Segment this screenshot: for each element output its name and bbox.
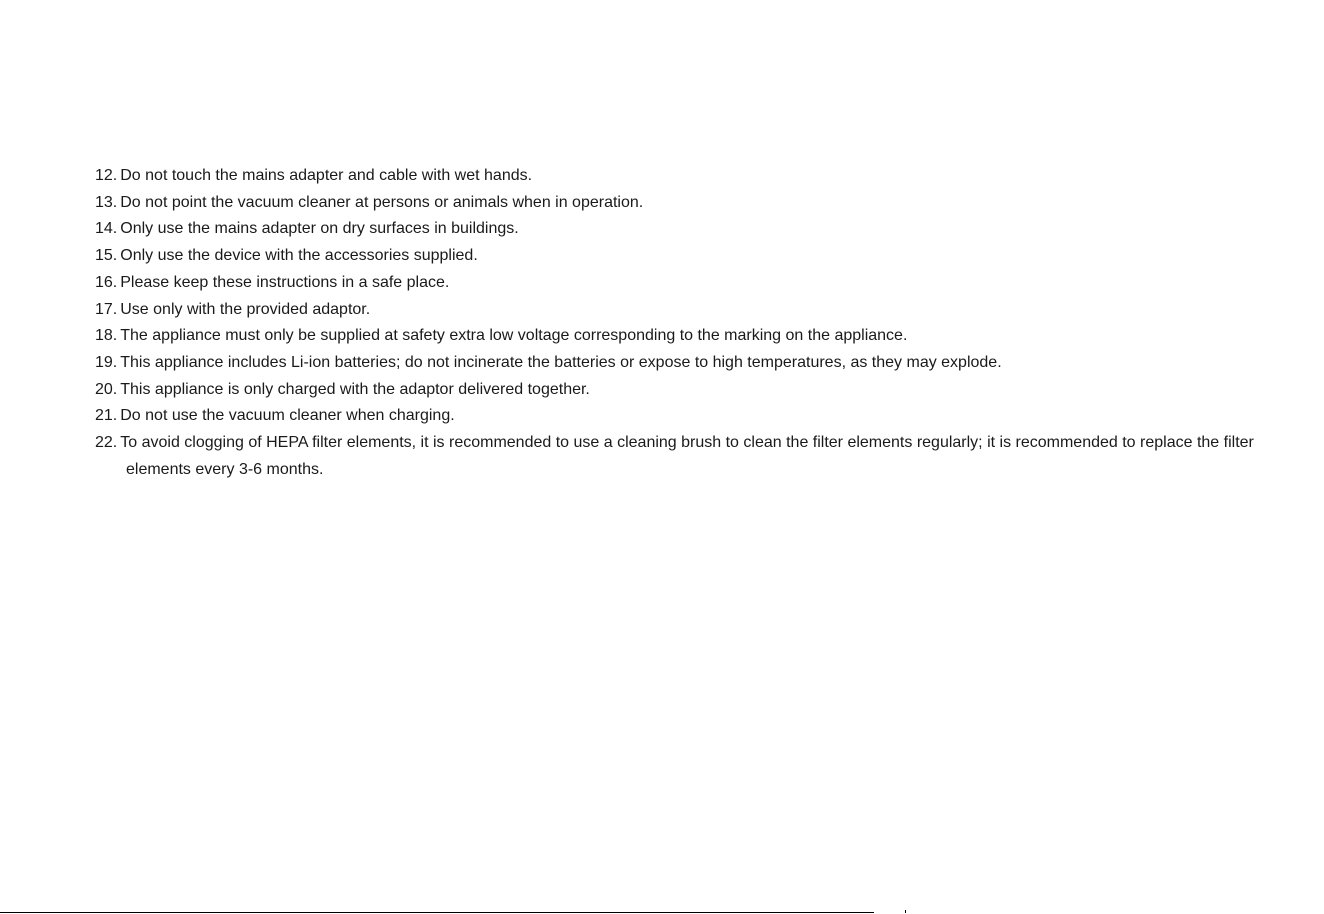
instruction-number: 17. (95, 300, 118, 318)
instruction-item-13 (95, 190, 1275, 217)
instruction-number: 18. (95, 327, 118, 345)
instruction-item-14 (95, 216, 1275, 243)
instruction-item-19 (95, 350, 1275, 377)
instruction-number: 12. (95, 167, 118, 184)
instruction-number: 21. (95, 407, 118, 425)
footer-rule (0, 912, 874, 913)
instruction-text: Only use the device with the accessories supplied. (120, 247, 478, 265)
instruction-item-22 (95, 430, 1275, 483)
instruction-number: 13. (95, 193, 118, 211)
instruction-text: Use only with the provided adaptor. (120, 300, 371, 318)
instruction-text: Do not touch the mains adapter and cable with wet hands. (120, 167, 533, 184)
instruction-text: To avoid clogging of HEPA filter elements, it is recommended to use a cleaning brush to clean the filter elements regularly; it is recommended to replace the filter elements every 3-6 months. (120, 434, 1254, 478)
instruction-text: The appliance must only be supplied at safety extra low voltage corresponding to the marking on the appliance. (120, 327, 908, 345)
instruction-text: Do not use the vacuum cleaner when charging. (120, 407, 455, 425)
instruction-number: 15. (95, 247, 118, 265)
instruction-number: 16. (95, 273, 118, 291)
instruction-item-18 (95, 323, 1275, 350)
instruction-text: Only use the mains adapter on dry surfaces in buildings. (120, 220, 519, 238)
instruction-text: This appliance is only charged with the adaptor delivered together. (120, 380, 590, 398)
instruction-item-16 (95, 270, 1275, 297)
instruction-item-17 (95, 297, 1275, 324)
instruction-item-21 (95, 403, 1275, 430)
footer-tick-mark (905, 910, 906, 913)
instruction-number: 20. (95, 380, 118, 398)
instruction-text: This appliance includes Li-ion batteries; do not incinerate the batteries or expose to high temperatures, as they may explode. (120, 353, 1002, 371)
instruction-number: 22. (95, 434, 118, 452)
instruction-text: Do not point the vacuum cleaner at persons or animals when in operation. (120, 193, 644, 211)
instruction-number: 19. (95, 353, 118, 371)
instruction-text: Please keep these instructions in a safe place. (120, 273, 450, 291)
instruction-item-15 (95, 243, 1275, 270)
instruction-item-20 (95, 377, 1275, 404)
instruction-number: 14. (95, 220, 118, 238)
safety-instructions-list (95, 163, 1275, 483)
instruction-item-12 (95, 163, 1275, 190)
